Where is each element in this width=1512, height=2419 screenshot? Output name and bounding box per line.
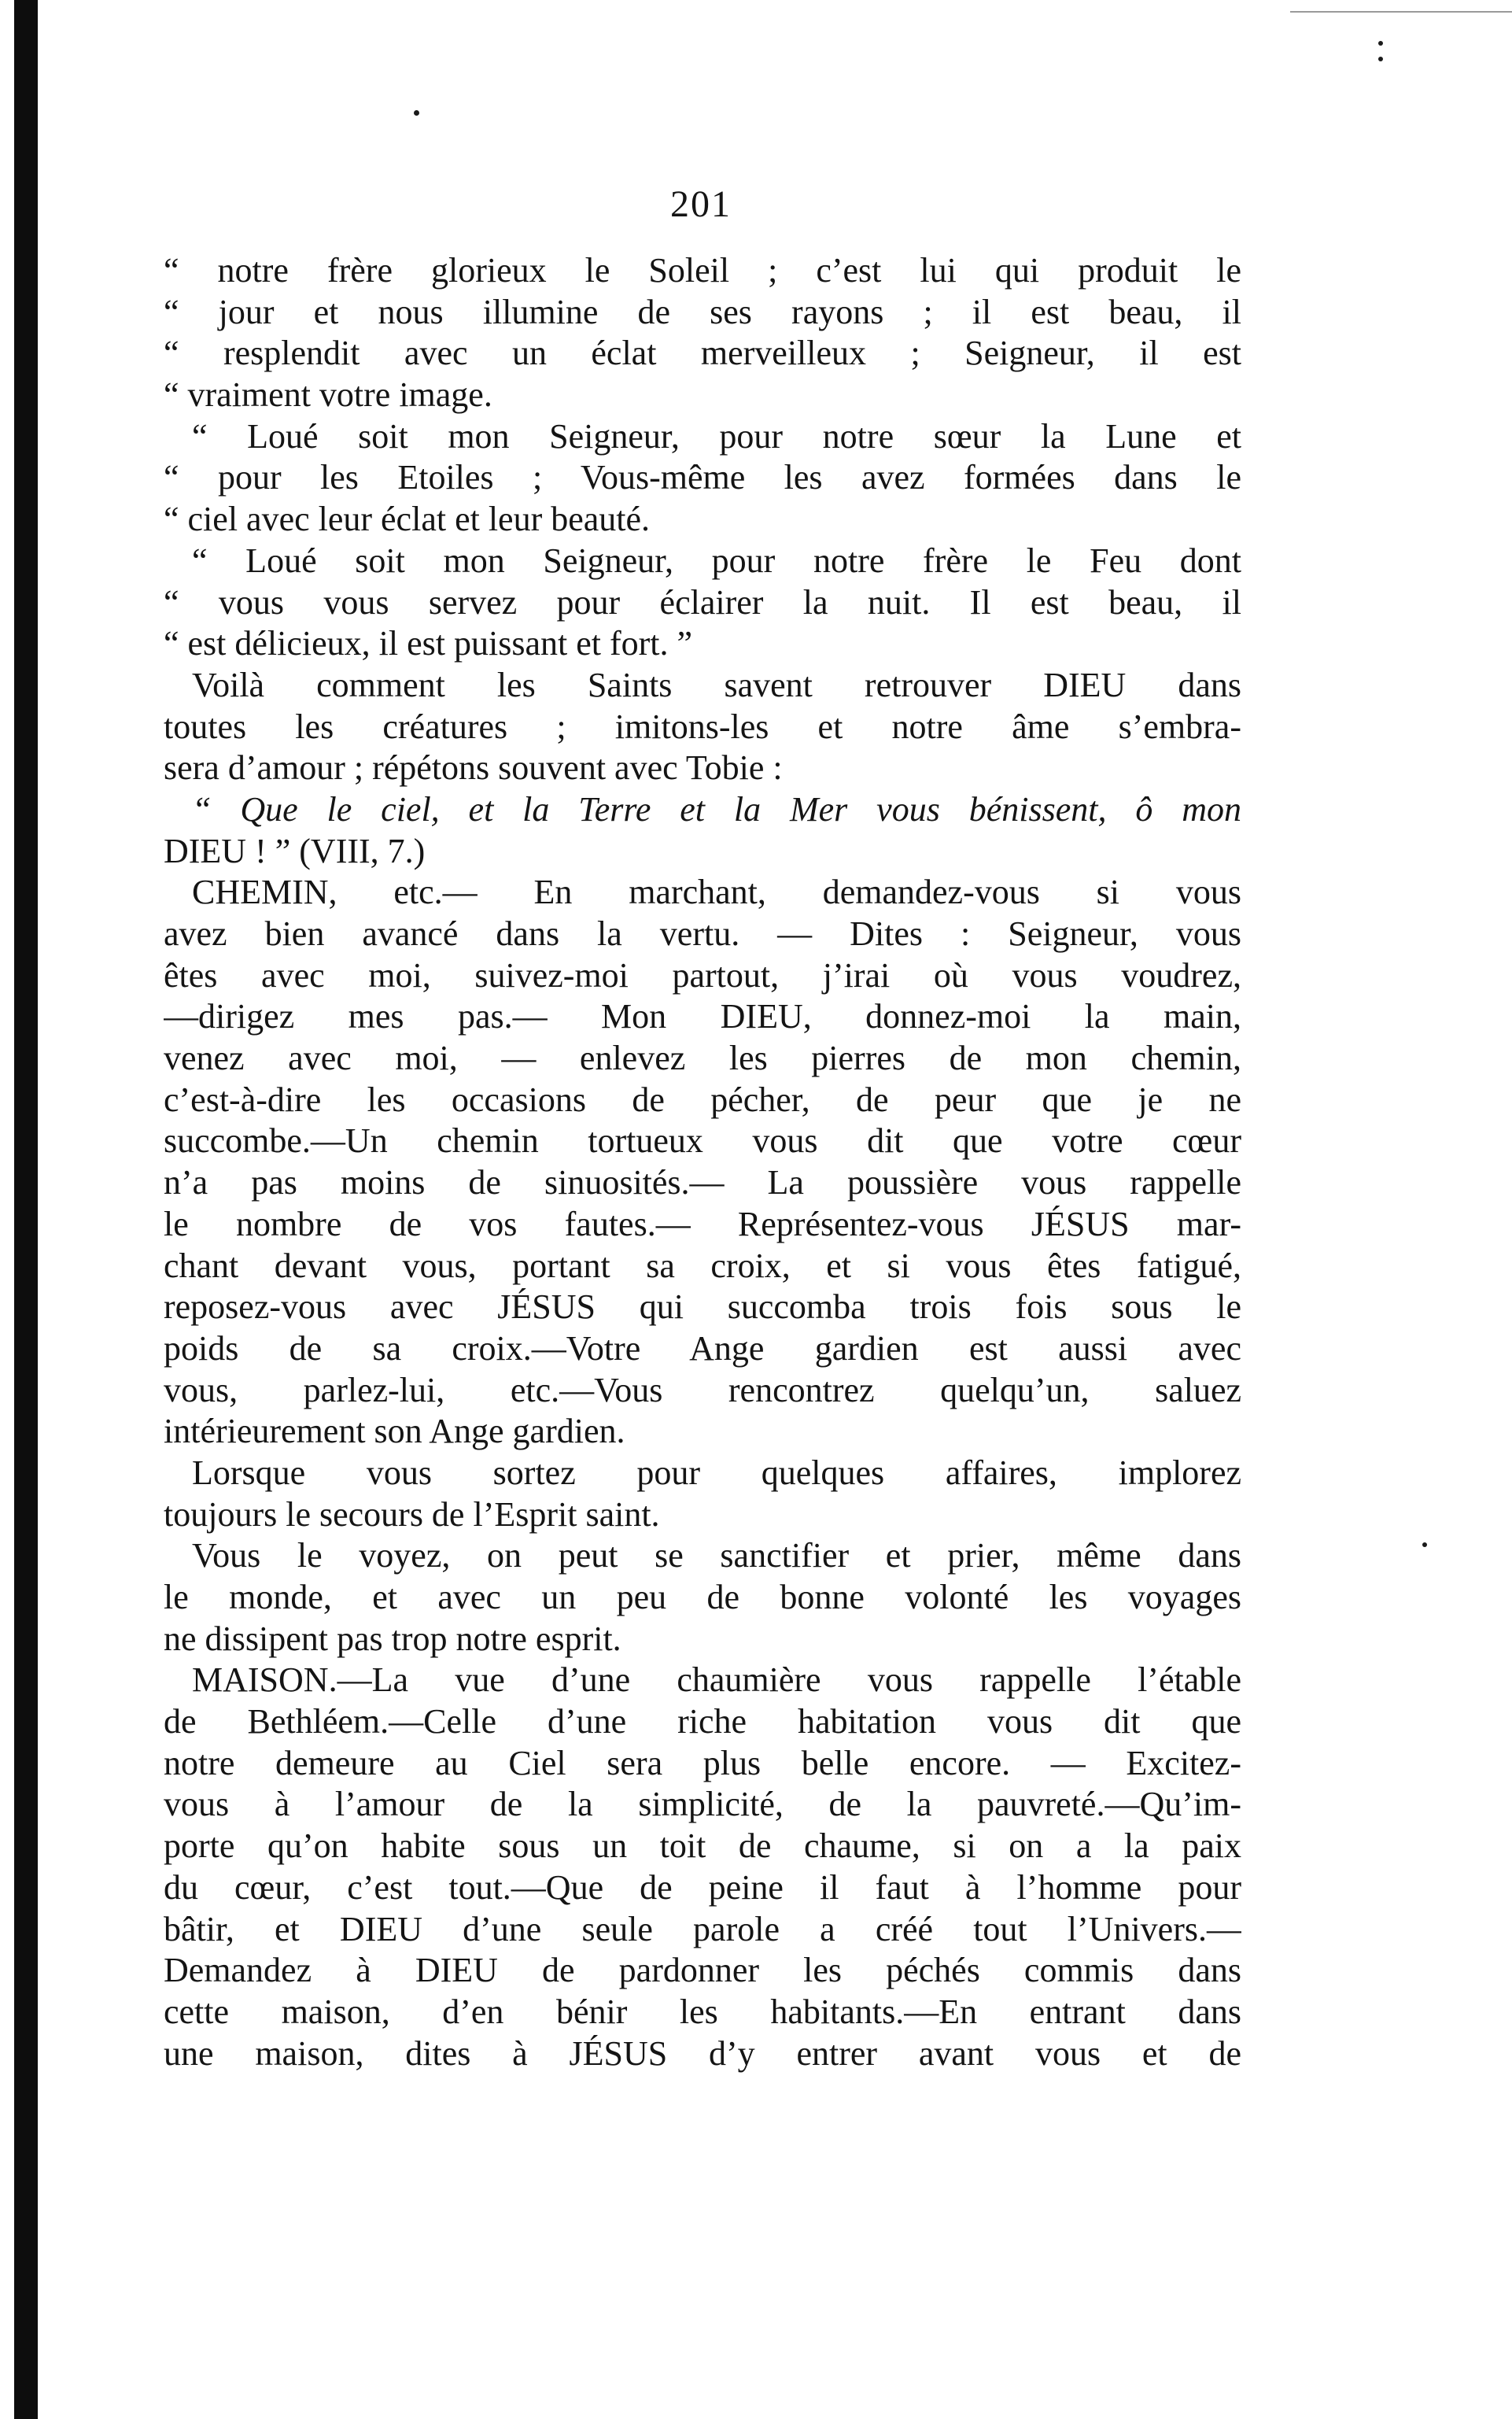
text-line: “ est délicieux, il est puissant et fort. ” <box>164 624 693 663</box>
text-line: chant devant vous, portant sa croix, et si vous êtes fatigué, <box>164 1246 1241 1285</box>
text-line: ne dissipent pas trop notre esprit. <box>164 1619 621 1658</box>
text-line: du cœur, c’est tout.—Que de peine il faut à l’homme pour <box>164 1867 1241 1907</box>
text-line: le monde, et avec un peu de bonne volonté les voyages <box>164 1578 1241 1616</box>
text-line: bâtir, et DIEU d’une seule parole a créé tout l’Univers.— <box>164 1909 1241 1948</box>
text-line: DIEU ! ” (VIII, 7.) <box>164 831 426 870</box>
text-line: porte qu’on habite sous un toit de chaume, si on a la paix <box>164 1826 1241 1866</box>
text-line: “ pour les Etoiles ; Vous-même les avez formées dans le <box>164 458 1241 497</box>
text-line: avez bien avancé dans la vertu. — Dites : Seigneur, vous <box>164 914 1241 953</box>
ink-speck <box>414 110 419 116</box>
text-line: le nombre de vos fautes.— Représentez-vous JÉSUS mar- <box>164 1204 1241 1243</box>
text-line: c’est-à-dire les occasions de pécher, de peur que je ne <box>164 1080 1241 1119</box>
text-line: cette maison, d’en bénir les habitants.—En entrant dans <box>164 1992 1241 2031</box>
binding-shadow <box>14 0 38 2419</box>
text-line: succombe.—Un chemin tortueux vous dit que votre cœur <box>164 1121 1241 1161</box>
text-line: “ Loué soit mon Seigneur, pour notre frère le Feu dont <box>192 541 1241 580</box>
text-line: n’a pas moins de sinuosités.— La poussière vous rappelle <box>164 1163 1241 1202</box>
text-line: “ vraiment votre image. <box>164 375 492 415</box>
text-line: vous à l’amour de la simplicité, de la pauvreté.—Qu’im- <box>164 1785 1241 1824</box>
text-line: MAISON.—La vue d’une chaumière vous rappelle l’étable <box>192 1660 1241 1700</box>
ink-speck <box>1378 41 1383 46</box>
text-line: toujours le secours de l’Esprit saint. <box>164 1494 660 1534</box>
text-line: “ resplendit avec un éclat merveilleux ; Seigneur, il est <box>164 334 1241 373</box>
text-line: de Bethléem.—Celle d’une riche habitation vous dit que <box>164 1702 1241 1741</box>
body-text <box>164 250 1241 2074</box>
text-line: une maison, dites à JÉSUS d’y entrer avant vous et de <box>164 2033 1241 2073</box>
text-line: Vous le voyez, on peut se sanctifier et prier, même dans <box>192 1536 1241 1575</box>
ink-speck <box>1378 57 1383 61</box>
text-line: toutes les créatures ; imitons-les et notre âme s’embra- <box>164 707 1241 746</box>
text-line: “ jour et nous illumine de ses rayons ; il est beau, il <box>164 292 1241 331</box>
text-line: “ ciel avec leur éclat et leur beauté. <box>164 500 651 539</box>
page-number: 201 <box>670 183 732 225</box>
text-line: Demandez à DIEU de pardonner les péchés commis dans <box>164 1951 1241 1990</box>
text-line: êtes avec moi, suivez-moi partout, j’irai où vous voudrez, <box>164 955 1241 995</box>
text-line: vous, parlez-lui, etc.—Vous rencontrez quelqu’un, saluez <box>164 1370 1241 1409</box>
text-line: poids de sa croix.—Votre Ange gardien est aussi avec <box>164 1328 1241 1368</box>
text-line: Lorsque vous sortez pour quelques affaires, implorez <box>192 1453 1241 1492</box>
text-line: reposez-vous avec JÉSUS qui succomba trois fois sous le <box>164 1287 1241 1327</box>
text-line: “ notre frère glorieux le Soleil ; c’est lui qui produit le <box>164 251 1241 290</box>
text-line: “ Loué soit mon Seigneur, pour notre sœur la Lune et <box>192 416 1241 456</box>
top-edge-rule <box>1290 11 1512 13</box>
text-line: sera d’amour ; répétons souvent avec Tobie : <box>164 748 783 788</box>
text-line: intérieurement son Ange gardien. <box>164 1412 625 1451</box>
text-line: Voilà comment les Saints savent retrouver DIEU dans <box>192 665 1241 704</box>
quote-line: “ Que le ciel, et la Terre et la Mer vous bénissent, ô mon <box>192 789 1241 829</box>
text-line: venez avec moi, — enlevez les pierres de mon chemin, <box>164 1039 1241 1078</box>
text-line: —dirigez mes pas.— Mon DIEU, donnez-moi la main, <box>164 997 1241 1036</box>
text-line: CHEMIN, etc.— En marchant, demandez-vous si vous <box>192 873 1241 912</box>
text-line: “ vous vous servez pour éclairer la nuit. Il est beau, il <box>164 582 1241 622</box>
ink-speck <box>1422 1542 1427 1547</box>
text-line: notre demeure au Ciel sera plus belle encore. — Excitez- <box>164 1743 1241 1782</box>
